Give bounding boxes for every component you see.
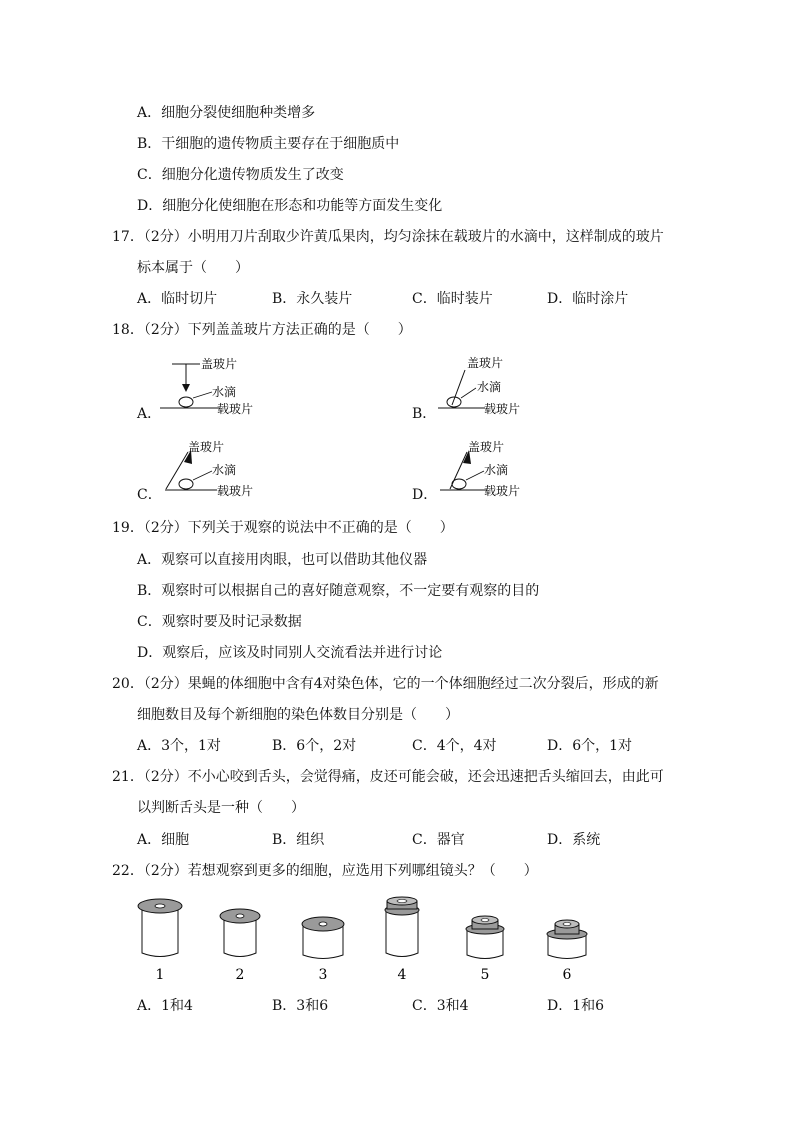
q17-option-c: C．临时装片 xyxy=(412,291,493,307)
q22-lens-figure xyxy=(120,890,600,990)
lens-2-eyepiece xyxy=(220,909,260,957)
q20-stem-line1: 20．（2分）果蝇的体细胞中含有4对染色体，它的一个体细胞经过二次分裂后，形成的新 xyxy=(112,676,659,692)
q18-diagram-b xyxy=(430,355,540,420)
arrow-head xyxy=(182,384,190,392)
q21-option-c: C．器官 xyxy=(412,832,465,848)
label-cover: 盖玻片 xyxy=(467,356,504,370)
q20-option-d: D．6个，1对 xyxy=(547,738,633,754)
water-drop xyxy=(179,397,193,407)
label-water: 水滴 xyxy=(484,463,509,477)
q22-option-d: D．1和6 xyxy=(547,998,605,1014)
q22-option-a: A．1和4 xyxy=(137,998,193,1014)
lens-1-eyepiece xyxy=(138,899,182,957)
water-leader xyxy=(461,388,476,398)
q16-option-c: C．细胞分化遗传物质发生了改变 xyxy=(137,167,344,183)
water-leader xyxy=(193,471,212,480)
q19-option-b: B．观察时可以根据自己的喜好随意观察，不一定要有观察的目的 xyxy=(137,583,540,599)
label-cover: 盖玻片 xyxy=(188,440,225,454)
lens-number-5: 5 xyxy=(480,967,490,983)
label-slide: 载玻片 xyxy=(217,402,254,416)
label-cover: 盖玻片 xyxy=(468,440,505,454)
lens-number-6: 6 xyxy=(562,967,572,983)
q22-option-b: B．3和6 xyxy=(272,998,329,1014)
q18-diagram-c xyxy=(155,437,265,502)
q19-stem: 19．（2分）下列关于观察的说法中不正确的是（ ） xyxy=(112,520,454,536)
q18-diagram-a xyxy=(155,355,265,420)
q16-option-d: D．细胞分化使细胞在形态和功能等方面发生变化 xyxy=(137,198,443,214)
q19-option-a: A．观察可以直接用肉眼，也可以借助其他仪器 xyxy=(137,552,428,568)
q17-stem-line1: 17．（2分）小明用刀片刮取少许黄瓜果肉，均匀涂抹在载玻片的水滴中，这样制成的玻片 xyxy=(112,229,664,245)
q18-letter-b: B． xyxy=(412,406,437,422)
q19-option-d: D．观察后，应该及时同别人交流看法并进行讨论 xyxy=(137,645,443,661)
q21-option-a: A．细胞 xyxy=(137,832,190,848)
lens-number-2: 2 xyxy=(235,967,245,983)
label-cover: 盖玻片 xyxy=(201,357,238,371)
q21-option-d: D．系统 xyxy=(547,832,601,848)
q17-option-b: B．永久装片 xyxy=(272,291,353,307)
q20-option-c: C．4个，4对 xyxy=(412,738,497,754)
q21-stem-line2: 以判断舌头是一种（ ） xyxy=(137,800,305,816)
tilted-coverslip xyxy=(450,452,467,489)
lens-number-4: 4 xyxy=(397,967,407,983)
q16-option-a: A．细胞分裂使细胞种类增多 xyxy=(137,105,316,121)
water-leader xyxy=(466,471,484,480)
tilted-coverslip xyxy=(452,370,465,405)
lens-4-objective xyxy=(385,897,419,957)
q21-stem-line1: 21．（2分）不小心咬到舌头，会觉得痛，皮还可能会破，还会迅速把舌头缩回去，由此可 xyxy=(112,769,664,785)
lens-number-3: 3 xyxy=(318,967,328,983)
label-slide: 载玻片 xyxy=(484,484,521,498)
q19-option-c: C．观察时要及时记录数据 xyxy=(137,614,302,630)
q22-stem: 22．（2分）若想观察到更多的细胞，应选用下列哪组镜头？（ ） xyxy=(112,863,538,879)
q17-option-a: A．临时切片 xyxy=(137,291,218,307)
q18-letter-d: D． xyxy=(412,487,438,503)
q18-letter-c: C． xyxy=(137,487,162,503)
lens-number-1: 1 xyxy=(155,967,165,983)
label-water: 水滴 xyxy=(212,463,237,477)
water-drop xyxy=(179,479,193,489)
q18-diagram-d xyxy=(430,437,540,502)
water-leader xyxy=(193,392,212,398)
label-slide: 载玻片 xyxy=(217,484,254,498)
q18-stem: 18．（2分）下列盖盖玻片方法正确的是（ ） xyxy=(112,322,412,338)
lens-3-eyepiece xyxy=(302,917,344,959)
label-water: 水滴 xyxy=(477,380,502,394)
q17-stem-line2: 标本属于（ ） xyxy=(137,260,249,276)
q16-option-b: B．干细胞的遗传物质主要存在于细胞质中 xyxy=(137,136,400,152)
q20-stem-line2: 细胞数目及每个新细胞的染色体数目分别是（ ） xyxy=(137,707,459,723)
q20-option-b: B．6个，2对 xyxy=(272,738,357,754)
lens-6-objective xyxy=(547,920,587,959)
q18-letter-a: A． xyxy=(137,406,162,422)
q21-option-b: B．组织 xyxy=(272,832,325,848)
tilted-coverslip xyxy=(166,452,188,489)
water-drop xyxy=(452,479,466,489)
q20-option-a: A．3个，1对 xyxy=(137,738,221,754)
label-slide: 载玻片 xyxy=(484,402,521,416)
lens-5-objective xyxy=(466,916,504,959)
q22-option-c: C．3和4 xyxy=(412,998,469,1014)
q17-option-d: D．临时涂片 xyxy=(547,291,629,307)
label-water: 水滴 xyxy=(212,385,237,399)
